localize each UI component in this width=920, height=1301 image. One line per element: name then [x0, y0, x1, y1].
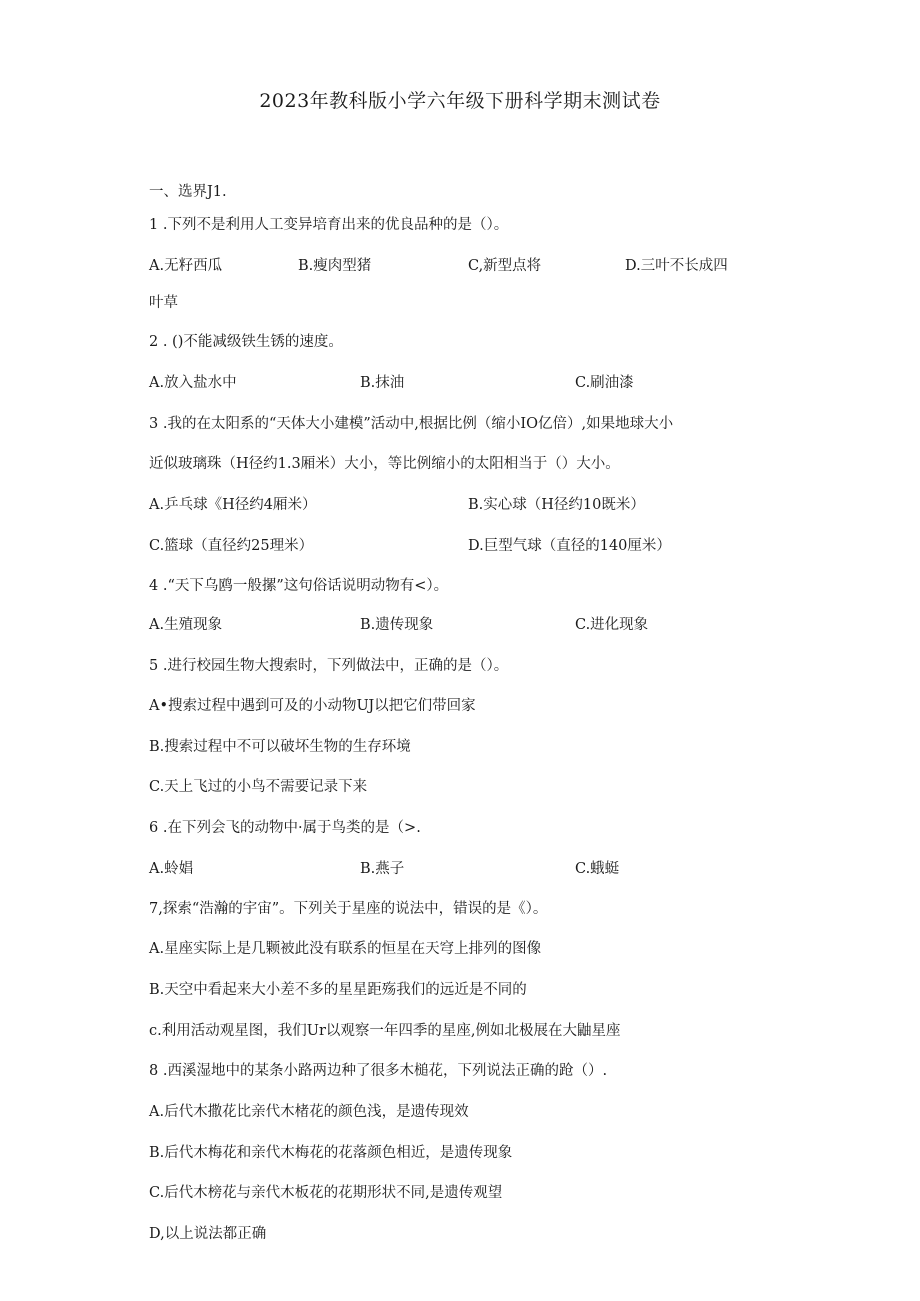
question-3-option-b: B.实心球（H径约10既米）	[468, 497, 645, 513]
question-3-option-a: A.乒乓球《H径约4厢米）	[149, 497, 317, 513]
question-1-option-b: B.瘦肉型猪	[298, 258, 372, 274]
question-6-option-b: B.燕子	[360, 861, 405, 877]
question-1-option-c: C,新型点将	[468, 258, 542, 274]
question-4-option-b: B.遗传现象	[360, 617, 434, 633]
question-6-stem: 6 .在下列会飞的动物中·属于鸟类的是（>.	[149, 820, 421, 836]
question-5-stem: 5 .进行校园生物大搜索时，下列做法中，正确的是（）。	[149, 658, 509, 674]
question-1-option-d: D.三叶不长成四	[625, 258, 728, 274]
question-5-option-c: C.天上飞过的小鸟不需要记录下来	[149, 779, 368, 795]
question-6-option-c: C.蛾蜓	[575, 861, 620, 877]
question-5-option-b: B.搜索过程中不可以破坏生物的生存环境	[149, 739, 411, 755]
question-3-option-d: D.巨型气球（直径的140厘米）	[468, 538, 671, 554]
question-5-option-a: A•搜索过程中遇到可及的小动物UJ以把它们带回家	[149, 698, 476, 714]
question-7-option-a: A.星座实际上是几颗被此没有联系的恒星在天穹上排列的图像	[149, 941, 542, 957]
question-7-stem: 7,探索“浩瀚的宇宙”。下列关于星座的说法中，错误的是《）。	[149, 901, 548, 917]
question-3-option-c: C.篮球（直径约25理米）	[149, 538, 314, 554]
question-8-stem: 8 .西溪湿地中的某条小路两边种了很多木槌花，下列说法正确的跄（）.	[149, 1063, 608, 1079]
question-2-stem: 2 . ()不能减级铁生锈的速度。	[149, 334, 343, 350]
question-8-option-d: D,以上说法都正确	[149, 1226, 267, 1242]
question-2-option-b: B.抹油	[360, 375, 405, 391]
page-title: 2023年教科版小学六年级下册科学期末测试卷	[259, 90, 661, 112]
question-8-option-a: A.后代木撒花比亲代木楮花的颜色浅，是遗传现效	[149, 1104, 469, 1120]
question-7-option-c: c.利用活动观星图，我们Ur以观察一年四季的星座,例如北极展在大鼬星座	[149, 1023, 621, 1039]
question-4-stem: 4 .“天下乌鸥一般摞”这句俗话说明动物有<）。	[149, 578, 449, 594]
question-6-option-a: A.蛉娼	[149, 861, 194, 877]
question-1-option-a: A.无籽西瓜	[149, 258, 223, 274]
question-1-continuation: 叶草	[149, 295, 178, 311]
question-4-option-a: A.生殖现象	[149, 617, 223, 633]
question-3-stem-continued: 近似玻璃珠（H径约1.3厢米）大小，等比例缩小的太阳相当于（）大小。	[149, 456, 620, 472]
question-4-option-c: C.进化现象	[575, 617, 649, 633]
question-1-stem: 1 .下列不是利用人工变异培育出来的优良品种的是（）。	[149, 217, 509, 233]
section-heading: 一、选界J1.	[149, 184, 227, 200]
question-3-stem: 3 .我的在太阳系的“天体大小建模”活动中,根据比例（缩小IO亿倍）,如果地球大小	[149, 416, 674, 432]
question-8-option-b: B.后代木梅花和亲代木梅花的花落颜色相近，是遗传现象	[149, 1145, 513, 1161]
question-2-option-c: C.刷油漆	[575, 375, 634, 391]
question-2-option-a: A.放入盐水中	[149, 375, 237, 391]
question-8-option-c: C.后代木榜花与亲代木板花的花期形状不同,是遗传观望	[149, 1185, 503, 1201]
question-7-option-b: B.天空中看起来大小差不多的星星距殇我们的远近是不同的	[149, 982, 527, 998]
